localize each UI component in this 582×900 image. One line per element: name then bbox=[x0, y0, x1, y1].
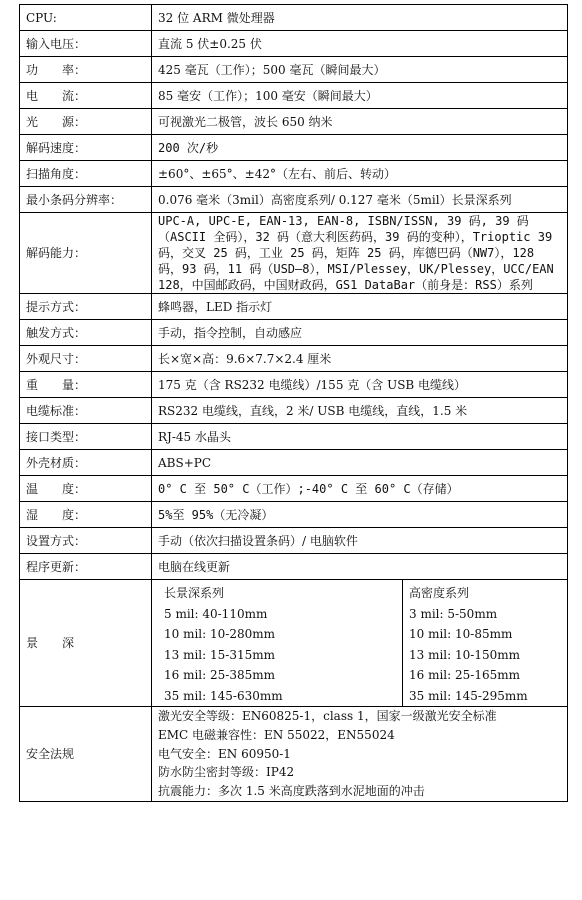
spec-row-decode-capability bbox=[20, 213, 568, 294]
spec-row-firmware-update bbox=[20, 554, 568, 580]
spec-label: 光 源： bbox=[20, 109, 152, 135]
spec-label: 设置方式： bbox=[20, 528, 152, 554]
spec-row-input-voltage bbox=[20, 31, 568, 57]
spec-value: 32 位 ARM 微处理器 bbox=[152, 5, 568, 31]
spec-row-humidity bbox=[20, 502, 568, 528]
spec-table bbox=[19, 4, 568, 802]
depth-item: 3 mil: 5-50mm bbox=[409, 606, 498, 621]
spec-row-configuration bbox=[20, 528, 568, 554]
spec-value: 85 毫安（工作）；100 毫安（瞬间最大） bbox=[152, 83, 568, 109]
spec-value: ABS+PC bbox=[152, 450, 568, 476]
spec-row-trigger bbox=[20, 320, 568, 346]
spec-value: 175 克（含 RS232 电缆线）/155 克（含 USB 电缆线） bbox=[152, 372, 568, 398]
spec-value: UPC-A, UPC-E, EAN-13, EAN-8, ISBN/ISSN, 39 码, 39 码（ASCII 全码），32 码（意大利医药码，39 码的变种），Trioptic 39 码，交叉 25 码，工业 25 码，矩阵 25 码，库德巴码（NW7），128 码，93 码，11 码（USD—8），MSI/Plessey，UK/Plessey，UCC/EAN 128，中国邮政码，中国财政码，GS1 DataBar（前身是：RSS）系列 bbox=[152, 213, 568, 294]
depth-table bbox=[158, 580, 561, 706]
spec-label: 景 深 bbox=[20, 580, 152, 707]
spec-value: 425 毫瓦（工作）；500 毫瓦（瞬间最大） bbox=[152, 57, 568, 83]
spec-value: 蜂鸣器，LED 指示灯 bbox=[152, 294, 568, 320]
spec-row-temperature bbox=[20, 476, 568, 502]
depth-item: 13 mil: 10-150mm bbox=[409, 647, 520, 662]
spec-row-power bbox=[20, 57, 568, 83]
depth-column-title: 长景深系列 bbox=[164, 586, 225, 600]
spec-value: 手动，指令控制，自动感应 bbox=[152, 320, 568, 346]
spec-row-safety bbox=[20, 707, 568, 802]
spec-value: 手动（依次扫描设置条码）/ 电脑软件 bbox=[152, 528, 568, 554]
spec-label: 外壳材质： bbox=[20, 450, 152, 476]
spec-label: CPU: bbox=[20, 5, 152, 31]
spec-row-decode-speed bbox=[20, 135, 568, 161]
depth-item: 16 mil: 25-385mm bbox=[164, 668, 275, 682]
spec-label: 程序更新： bbox=[20, 554, 152, 580]
spec-row-weight bbox=[20, 372, 568, 398]
safety-line: 激光安全等级：EN60825-1，class 1，国家一级激光安全标准 bbox=[158, 709, 497, 723]
safety-line: EMC 电磁兼容性：EN 55022，EN55024 bbox=[158, 727, 395, 742]
spec-value: 电脑在线更新 bbox=[152, 554, 568, 580]
safety-line: 电气安全：EN 60950-1 bbox=[158, 746, 291, 761]
spec-row-depth-of-field bbox=[20, 580, 568, 707]
spec-label: 解码速度： bbox=[20, 135, 152, 161]
spec-label: 扫描角度： bbox=[20, 161, 152, 187]
spec-label: 电缆标准： bbox=[20, 398, 152, 424]
depth-column-title: 高密度系列 bbox=[409, 586, 470, 600]
depth-long-column bbox=[158, 580, 403, 706]
spec-label: 电 流： bbox=[20, 83, 152, 109]
spec-value: 长×宽×高：9.6×7.7×2.4 厘米 bbox=[152, 346, 568, 372]
depth-item: 5 mil: 40-110mm bbox=[164, 606, 268, 621]
spec-value: 0.076 毫米（3mil）高密度系列/ 0.127 毫米（5mil）长景深系列 bbox=[152, 187, 568, 213]
spec-label: 提示方式： bbox=[20, 294, 152, 320]
spec-value: RS232 电缆线，直线，2 米/ USB 电缆线，直线，1.5 米 bbox=[152, 398, 568, 424]
spec-value: ±60°、±65°、±42°（左右、前后、转动） bbox=[152, 161, 568, 187]
spec-value: 直流 5 伏±0.25 伏 bbox=[152, 31, 568, 57]
spec-label: 重 量： bbox=[20, 372, 152, 398]
spec-row-housing bbox=[20, 450, 568, 476]
spec-row-indicator bbox=[20, 294, 568, 320]
spec-row-cable bbox=[20, 398, 568, 424]
spec-row-interface bbox=[20, 424, 568, 450]
spec-row-min-resolution bbox=[20, 187, 568, 213]
depth-item: 35 mil: 145-295mm bbox=[409, 688, 528, 703]
spec-label: 湿 度： bbox=[20, 502, 152, 528]
spec-label: 功 率： bbox=[20, 57, 152, 83]
depth-item: 35 mil: 145-630mm bbox=[164, 688, 283, 703]
depth-item: 16 mil: 25-165mm bbox=[409, 668, 520, 682]
depth-item: 10 mil: 10-280mm bbox=[164, 627, 275, 641]
safety-line: 抗震能力：多次 1.5 米高度跌落到水泥地面的冲击 bbox=[158, 784, 425, 799]
spec-label: 解码能力： bbox=[20, 213, 152, 294]
spec-row-dimensions bbox=[20, 346, 568, 372]
spec-value: RJ-45 水晶头 bbox=[152, 424, 568, 450]
spec-label: 最小条码分辨率： bbox=[20, 187, 152, 213]
depth-high-column bbox=[403, 580, 562, 706]
spec-row-current bbox=[20, 83, 568, 109]
spec-value bbox=[152, 707, 568, 802]
spec-label: 外观尺寸： bbox=[20, 346, 152, 372]
spec-label: 接口类型： bbox=[20, 424, 152, 450]
spec-label: 触发方式： bbox=[20, 320, 152, 346]
spec-label: 温 度： bbox=[20, 476, 152, 502]
depth-item: 10 mil: 10-85mm bbox=[409, 627, 513, 641]
spec-label: 安全法规 bbox=[20, 707, 152, 802]
spec-value: 可视激光二极管，波长 650 纳米 bbox=[152, 109, 568, 135]
depth-item: 13 mil: 15-315mm bbox=[164, 647, 275, 662]
spec-row-light-source bbox=[20, 109, 568, 135]
safety-line: 防水防尘密封等级：IP42 bbox=[158, 765, 295, 780]
spec-row-scan-angle bbox=[20, 161, 568, 187]
spec-value: 200 次/秒 bbox=[152, 135, 568, 161]
spec-label: 输入电压： bbox=[20, 31, 152, 57]
spec-row-cpu bbox=[20, 5, 568, 31]
spec-value: 0° C 至 50° C（工作）;-40° C 至 60° C（存储） bbox=[152, 476, 568, 502]
spec-value: 5%至 95%（无冷凝） bbox=[152, 502, 568, 528]
